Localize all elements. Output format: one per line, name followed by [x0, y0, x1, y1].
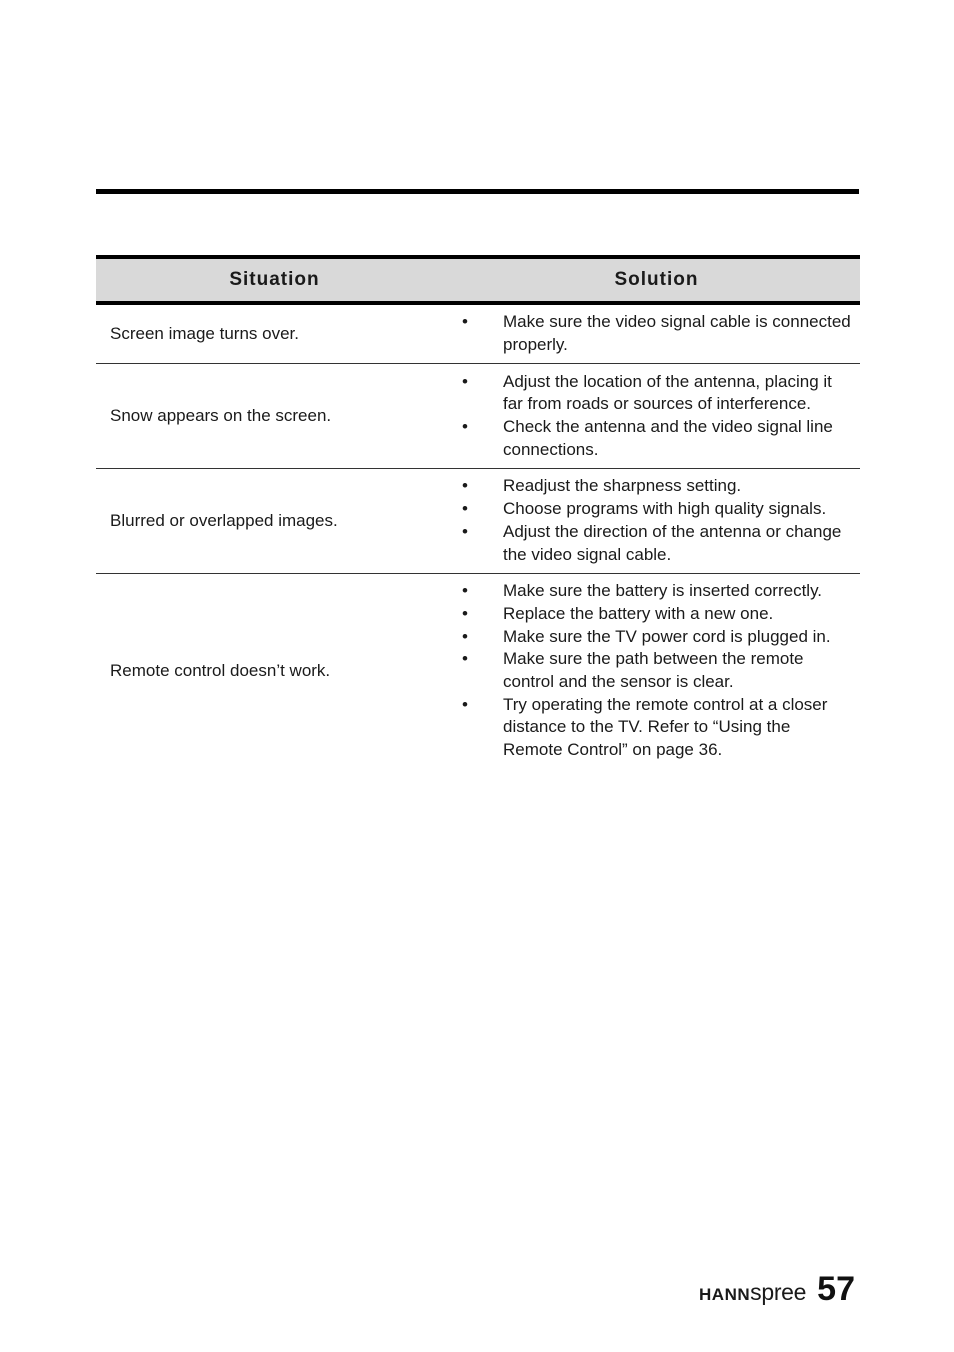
logo-spree: spree: [750, 1279, 807, 1305]
bullet-icon: •: [462, 649, 468, 669]
situation-cell: Snow appears on the screen.: [96, 364, 453, 469]
solution-text: Make sure the TV power cord is plugged in.: [503, 626, 831, 646]
solution-item: [461, 694, 852, 762]
bullet-icon: •: [462, 312, 468, 331]
solution-header: Solution: [453, 257, 860, 303]
top-divider: [96, 189, 859, 194]
solution-text: Readjust the sharpness setting.: [503, 476, 742, 496]
bullet-icon: •: [462, 371, 468, 391]
bullet-icon: •: [462, 476, 468, 496]
solution-cell: [453, 303, 860, 364]
solution-text: Adjust the direction of the antenna or change the video signal cable.: [503, 521, 842, 564]
table-row: [96, 364, 860, 469]
solution-text: Check the antenna and the video signal line connections.: [503, 416, 833, 459]
solution-text: Make sure the battery is inserted correctly.: [503, 581, 823, 601]
solution-list: [461, 371, 852, 462]
table-row: [96, 303, 860, 364]
bullet-icon: •: [462, 521, 468, 541]
troubleshooting-table: [96, 255, 860, 769]
situation-cell: Screen image turns over.: [96, 303, 453, 364]
solution-item: [461, 311, 852, 356]
hannspree-logo: [699, 1279, 806, 1306]
solution-text: Try operating the remote control at a closer distance to the TV. Refer to “Using the Remote Control” on page 36.: [503, 694, 828, 760]
solution-item: [461, 416, 852, 461]
situation-cell: Remote control doesn’t work.: [110, 661, 331, 681]
solution-list: [461, 311, 852, 356]
situation-header: Situation: [96, 257, 453, 303]
solution-cell: [453, 469, 860, 574]
bullet-icon: •: [462, 603, 468, 623]
solution-item: [461, 475, 852, 498]
solution-item: [461, 603, 852, 626]
solution-text: Replace the battery with a new one.: [503, 603, 774, 623]
solution-text: Choose programs with high quality signals.: [503, 499, 827, 519]
table-row: [96, 469, 860, 574]
solution-text: Make sure the video signal cable is connected properly.: [503, 312, 851, 354]
bullet-icon: •: [462, 694, 468, 714]
page-footer: [699, 1270, 855, 1310]
solution-item: [461, 648, 852, 693]
solution-list: [461, 475, 852, 566]
solution-item: [461, 626, 852, 649]
solution-list: [461, 580, 852, 762]
solution-item: [461, 580, 852, 603]
situation-cell: Blurred or overlapped images.: [96, 469, 453, 574]
table-header-row: [96, 257, 860, 303]
bullet-icon: •: [462, 416, 468, 436]
solution-item: [461, 371, 852, 416]
solution-item: [461, 521, 852, 566]
table-row: [96, 574, 860, 769]
solution-text: Make sure the path between the remote control and the sensor is clear.: [503, 649, 804, 692]
solution-text: Adjust the location of the antenna, placing it far from roads or sources of interference.: [503, 371, 832, 414]
bullet-icon: •: [462, 499, 468, 519]
page-number: 57: [817, 1270, 855, 1308]
logo-hann: HANN: [699, 1285, 751, 1304]
bullet-icon: •: [462, 581, 468, 601]
solution-cell: [453, 574, 860, 769]
bullet-icon: •: [462, 626, 468, 646]
solution-item: [461, 498, 852, 521]
solution-cell: [453, 364, 860, 469]
